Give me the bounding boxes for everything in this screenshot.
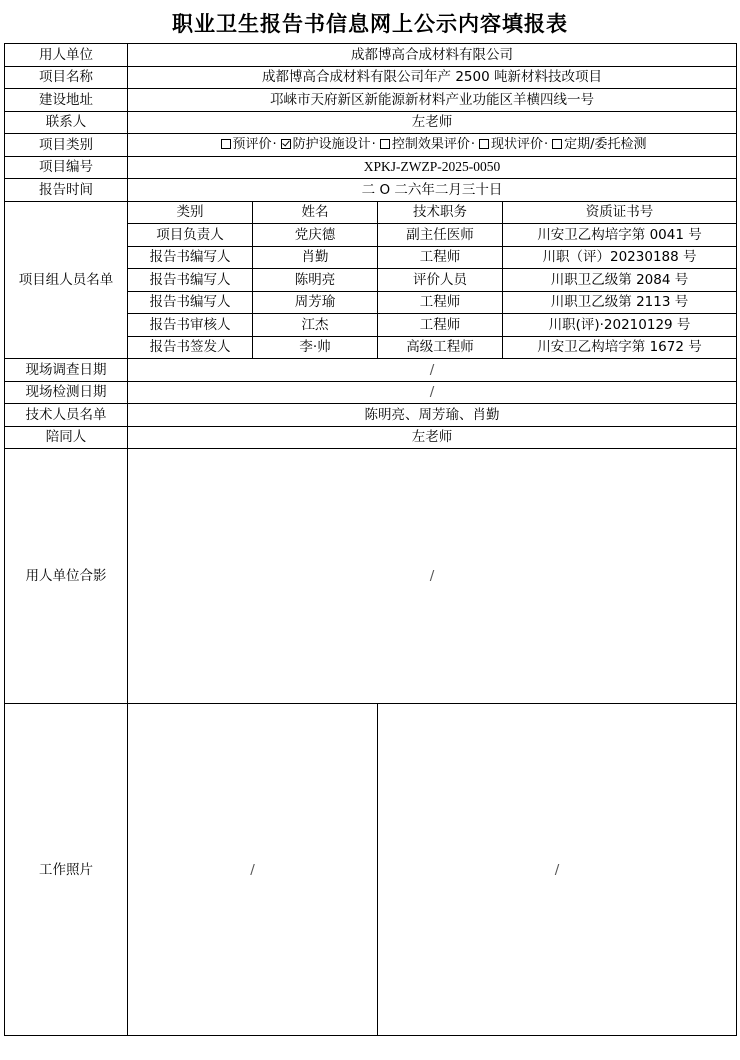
row-category: [5, 134, 737, 157]
survey-date-label: 现场调查日期: [5, 359, 128, 382]
report-date-label: 报告时间: [5, 179, 128, 202]
employer-value: 成都博高合成材料有限公司: [128, 44, 737, 67]
test-date-label: 现场检测日期: [5, 381, 128, 404]
row-project-no: [5, 156, 737, 179]
team-title: 高级工程师: [378, 336, 503, 359]
row-tech-staff: [5, 404, 737, 427]
row-group-photo: [5, 449, 737, 704]
team-role: 项目负责人: [128, 224, 253, 247]
escort-value: 左老师: [128, 426, 737, 449]
row-employer: [5, 44, 737, 67]
category-option-periodic-test[interactable]: 定期/委托检测: [549, 137, 646, 152]
group-photo-area: /: [128, 449, 737, 704]
survey-date-value: /: [128, 359, 737, 382]
group-photo-label: 用人单位合影: [5, 449, 128, 704]
team-cert: 川职（评）20230188 号: [503, 246, 737, 269]
row-work-photos: [5, 704, 737, 1036]
row-test-date: [5, 381, 737, 404]
category-label: 项目类别: [5, 134, 128, 157]
contact-value: 左老师: [128, 111, 737, 134]
team-title: 副主任医师: [378, 224, 503, 247]
row-report-date: [5, 179, 737, 202]
checkbox-icon[interactable]: [380, 139, 390, 149]
work-photo-right: /: [378, 704, 737, 1036]
team-header-category: 类别: [128, 201, 253, 224]
team-header-title: 技术职务: [378, 201, 503, 224]
team-name: 陈明亮: [253, 269, 378, 292]
team-role: 报告书签发人: [128, 336, 253, 359]
team-cert: 川安卫乙构培字第 0041 号: [503, 224, 737, 247]
team-title: 评价人员: [378, 269, 503, 292]
team-role: 报告书编写人: [128, 291, 253, 314]
report-form: [4, 43, 737, 1036]
project-name-label: 项目名称: [5, 66, 128, 89]
page-title: 职业卫生报告书信息网上公示内容填报表: [172, 12, 568, 36]
checkbox-icon[interactable]: [552, 139, 562, 149]
category-option-protection-design[interactable]: 防护设施设计·: [278, 137, 377, 152]
team-header-row: [5, 201, 737, 224]
team-label: 项目组人员名单: [5, 201, 128, 359]
category-option-status-eval[interactable]: 现状评价·: [476, 137, 549, 152]
work-photo-left: /: [128, 704, 378, 1036]
team-title: 工程师: [378, 314, 503, 337]
project-no-value: XPKJ-ZWZP-2025-0050: [128, 156, 737, 179]
escort-label: 陪同人: [5, 426, 128, 449]
checkbox-checked-icon[interactable]: [281, 139, 291, 149]
team-header-name: 姓名: [253, 201, 378, 224]
team-role: 报告书编写人: [128, 246, 253, 269]
employer-label: 用人单位: [5, 44, 128, 67]
row-survey-date: [5, 359, 737, 382]
tech-staff-label: 技术人员名单: [5, 404, 128, 427]
row-contact: [5, 111, 737, 134]
category-option-pre-eval[interactable]: 预评价·: [218, 137, 278, 152]
category-options: [128, 134, 737, 157]
team-name: 肖勤: [253, 246, 378, 269]
team-title: 工程师: [378, 291, 503, 314]
row-address: [5, 89, 737, 112]
category-option-control-effect[interactable]: 控制效果评价·: [377, 137, 476, 152]
team-title: 工程师: [378, 246, 503, 269]
checkbox-icon[interactable]: [221, 139, 231, 149]
team-name: 周芳瑜: [253, 291, 378, 314]
team-name: 党庆德: [253, 224, 378, 247]
project-name-value: 成都博高合成材料有限公司年产 2500 吨新材料技改项目: [128, 66, 737, 89]
team-cert: 川职(评)·20210129 号: [503, 314, 737, 337]
team-role: 报告书编写人: [128, 269, 253, 292]
tech-staff-value: 陈明亮、周芳瑜、肖勤: [128, 404, 737, 427]
address-label: 建设地址: [5, 89, 128, 112]
team-cert: 川职卫乙级第 2084 号: [503, 269, 737, 292]
contact-label: 联系人: [5, 111, 128, 134]
team-cert: 川职卫乙级第 2113 号: [503, 291, 737, 314]
team-name: 江杰: [253, 314, 378, 337]
project-no-label: 项目编号: [5, 156, 128, 179]
checkbox-icon[interactable]: [479, 139, 489, 149]
team-header-cert: 资质证书号: [503, 201, 737, 224]
team-cert: 川安卫乙构培字第 1672 号: [503, 336, 737, 359]
address-value: 邛崃市天府新区新能源新材料产业功能区羊横四线一号: [128, 89, 737, 112]
test-date-value: /: [128, 381, 737, 404]
row-project-name: [5, 66, 737, 89]
work-photos-label: 工作照片: [5, 704, 128, 1036]
row-escort: [5, 426, 737, 449]
team-name: 李·帅: [253, 336, 378, 359]
team-role: 报告书审核人: [128, 314, 253, 337]
report-date-value: 二 O 二六年二月三十日: [128, 179, 737, 202]
